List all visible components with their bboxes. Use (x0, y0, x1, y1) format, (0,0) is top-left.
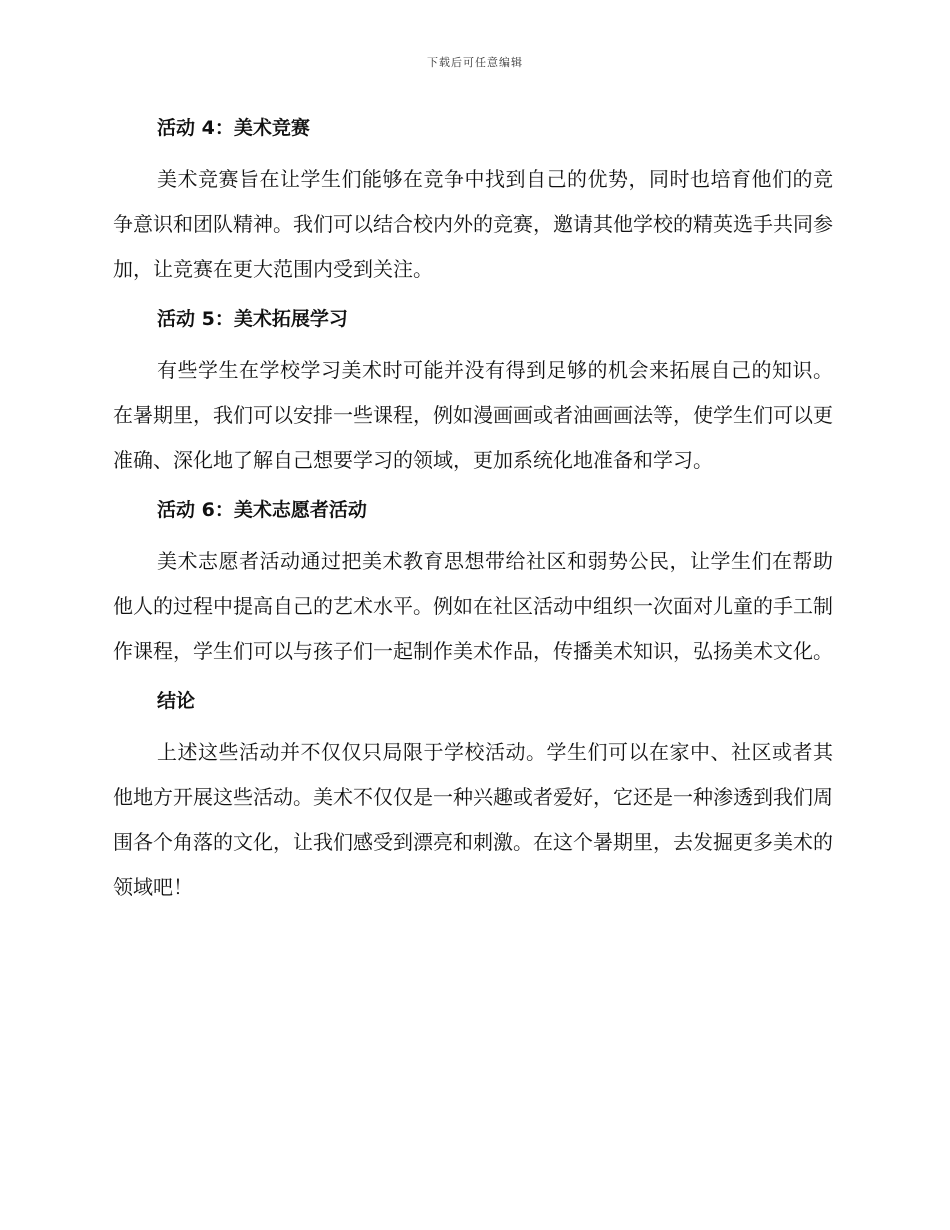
section-heading-activity-6: 活动 6：美术志愿者活动 (157, 499, 367, 521)
section-heading-conclusion: 结论 (157, 690, 196, 712)
section-heading-activity-4: 活动 4：美术竞赛 (157, 117, 310, 139)
document-body (113, 112, 833, 921)
section-heading-activity-5: 活动 5：美术拓展学习 (157, 308, 348, 330)
page-header-note: 下载后可任意编辑 (427, 56, 523, 69)
section-paragraph-conclusion: 上述这些活动并不仅仅只局限于学校活动。学生们可以在家中、社区或者其他地方开展这些活动。美术不仅仅是一种兴趣或者爱好，它还是一种渗透到我们周围各个角落的文化，让我们感受到漂亮和刺激。在这个暑期里，去发掘更多美术的领域吧！ (113, 740, 833, 899)
section-paragraph-activity-6: 美术志愿者活动通过把美术教育思想带给社区和弱势公民，让学生们在帮助他人的过程中提高自己的艺术水平。例如在社区活动中组织一次面对儿童的手工制作课程，学生们可以与孩子们一起制作美术作品，传播美术知识，弘扬美术文化。 (113, 549, 833, 663)
section-paragraph-activity-5: 有些学生在学校学习美术时可能并没有得到足够的机会来拓展自己的知识。在暑期里，我们可以安排一些课程，例如漫画画或者油画画法等，使学生们可以更准确、深化地了解自己想要学习的领域，更加系统化地准备和学习。 (113, 358, 833, 472)
section-paragraph-activity-4: 美术竞赛旨在让学生们能够在竞争中找到自己的优势，同时也培育他们的竞争意识和团队精神。我们可以结合校内外的竞赛，邀请其他学校的精英选手共同参加，让竞赛在更大范围内受到关注。 (113, 167, 833, 281)
